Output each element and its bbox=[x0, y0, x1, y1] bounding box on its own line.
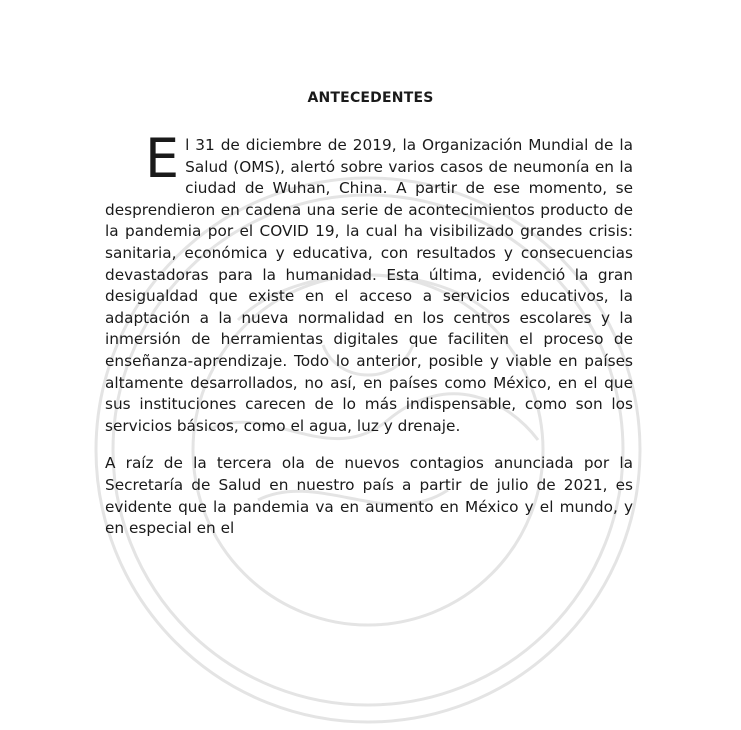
document-body bbox=[105, 127, 633, 556]
paragraph-2-text: A raíz de la tercera ola de nuevos contagios anunciada por la Secretaría de Salud en nuestro país a partir de julio de 2021, es evidente que la pandemia va en aumento en México y el mundo, y en especial en el bbox=[105, 454, 633, 538]
paragraph-1-text: l 31 de diciembre de 2019, la Organización Mundial de la Salud (OMS), alertó sobre varios casos de neumonía en la ciudad de Wuhan, China. A partir de ese momento, se desprendieron en cadena una serie de acontecimientos producto de la pandemia por el COVID 19, la cual ha visibilizado grandes crisis: sanitaria, económica y educativa, con resultados y consecuencias devastadoras para la humanidad. Esta última, evidenció la gran desigualdad que existe en el acceso a servicios educativos, la adaptación a la nueva normalidad en los centros escolares y la inmersión de herramientas digitales que faciliten el proceso de enseñanza-aprendizaje. Todo lo anterior, posible y viable en países altamente desarrollados, no así, en países como México, en el que sus instituciones carecen de lo más indispensable, como son los servicios básicos, como el agua, luz y drenaje. bbox=[105, 136, 633, 435]
page-title: ANTECEDENTES bbox=[307, 90, 434, 106]
paragraph-2 bbox=[105, 453, 633, 539]
drop-cap: E bbox=[145, 127, 180, 190]
paragraph-1 bbox=[105, 127, 633, 437]
